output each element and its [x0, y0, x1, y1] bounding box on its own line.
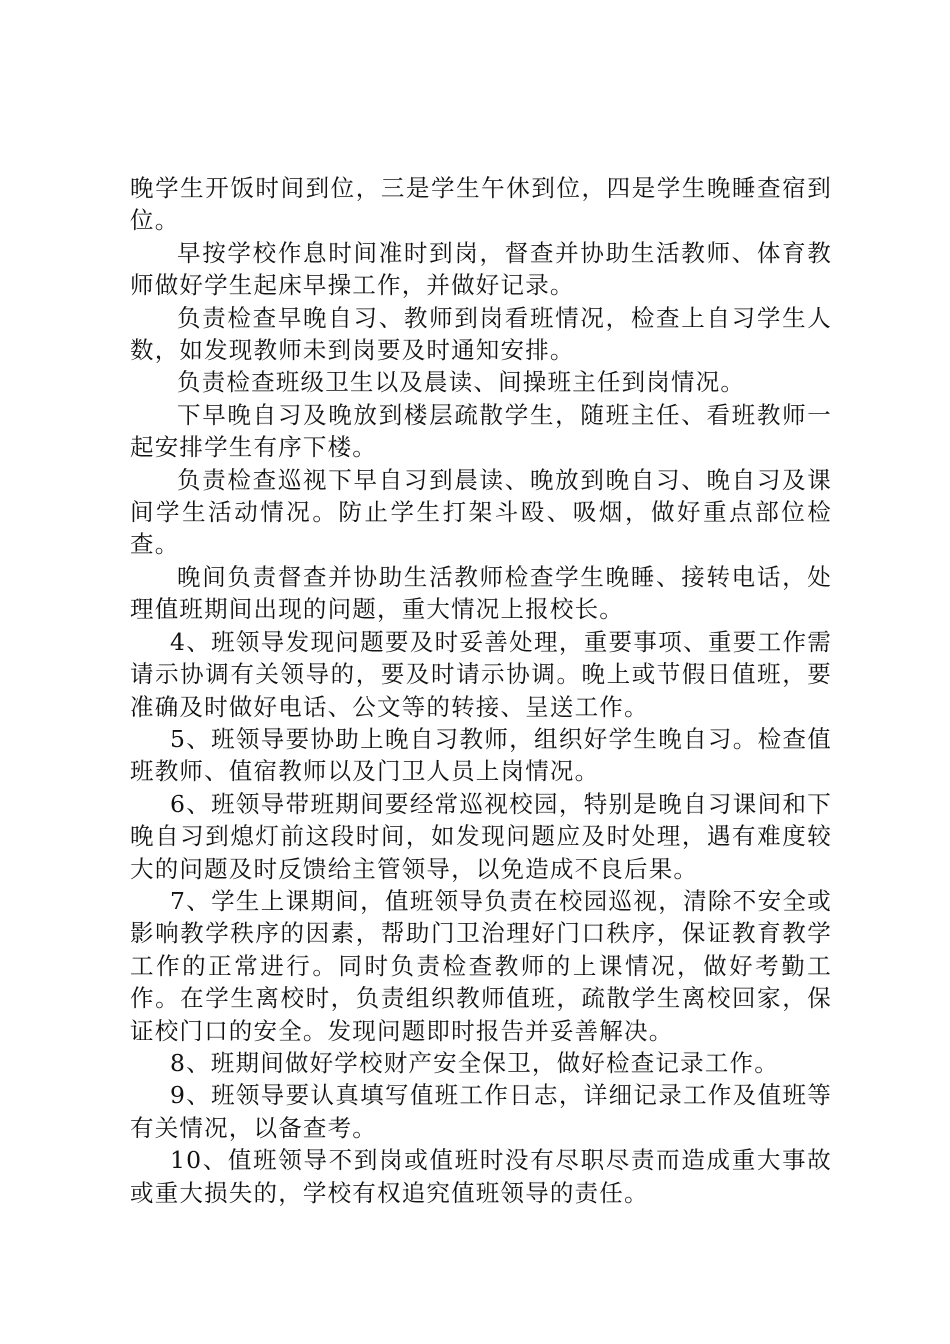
paragraph-item-4: 4、班领导发现问题要及时妥善处理，重要事项、重要工作需请示协调有关领导的，要及时请示协调。晚上或节假日值班，要准确及时做好电话、公文等的转接、呈送工作。 — [130, 627, 832, 721]
paragraph-morning-duty: 早按学校作息时间准时到岗，督查并协助生活教师、体育教师做好学生起床早操工作，并做好记录。 — [130, 238, 832, 300]
paragraph-item-10: 10、值班领导不到岗或值班时没有尽职尽责而造成重大事故或重大损失的，学校有权追究值班领导的责任。 — [130, 1146, 832, 1207]
paragraph-self-study-check: 负责检查早晚自习、教师到岗看班情况，检查上自习学生人数，如发现教师未到岗要及时通知安排。 — [130, 303, 832, 365]
paragraph-continuation: 晚学生开饭时间到位，三是学生午休到位，四是学生晚睡查宿到位。 — [130, 174, 832, 235]
paragraph-item-5: 5、班领导要协助上晚自习教师，组织好学生晚自习。检查值班教师、值宿教师以及门卫人员上岗情况。 — [130, 724, 832, 786]
paragraph-item-8: 8、班期间做好学校财产安全保卫，做好检查记录工作。 — [169, 1048, 779, 1077]
paragraph-evacuation: 下早晚自习及晚放到楼层疏散学生，随班主任、看班教师一起安排学生有序下楼。 — [130, 400, 832, 462]
paragraph-item-6: 6、班领导带班期间要经常巡视校园，特别是晚自习课间和下晚自习到熄灯前这段时间，如发现问题应及时处理，遇有难度较大的问题及时反馈给主管领导，以免造成不良后果。 — [130, 789, 832, 883]
paragraph-item-7: 7、学生上课期间，值班领导负责在校园巡视，清除不安全或影响教学秩序的因素，帮助门卫治理好门口秩序，保证教育教学工作的正常进行。同时负责检查教师的上课情况，做好考勤工作。在学生离校时，负责组织教师值班，疏散学生离校回家，保证校门口的安全。发现问题即时报告并妥善解决。 — [130, 886, 832, 1045]
document-body — [130, 172, 832, 1209]
paragraph-item-9: 9、班领导要认真填写值班工作日志，详细记录工作及值班等有关情况，以备查考。 — [130, 1081, 832, 1142]
paragraph-patrol: 负责检查巡视下早自习到晨读、晚放到晚自习、晚自习及课间学生活动情况。防止学生打架斗殴、吸烟，做好重点部位检查。 — [130, 465, 832, 559]
paragraph-hygiene-check: 负责检查班级卫生以及晨读、间操班主任到岗情况。 — [177, 368, 746, 397]
paragraph-night-duty: 晚间负责督查并协助生活教师检查学生晚睡、接转电话，处理值班期间出现的问题，重大情况上报校长。 — [130, 562, 832, 624]
